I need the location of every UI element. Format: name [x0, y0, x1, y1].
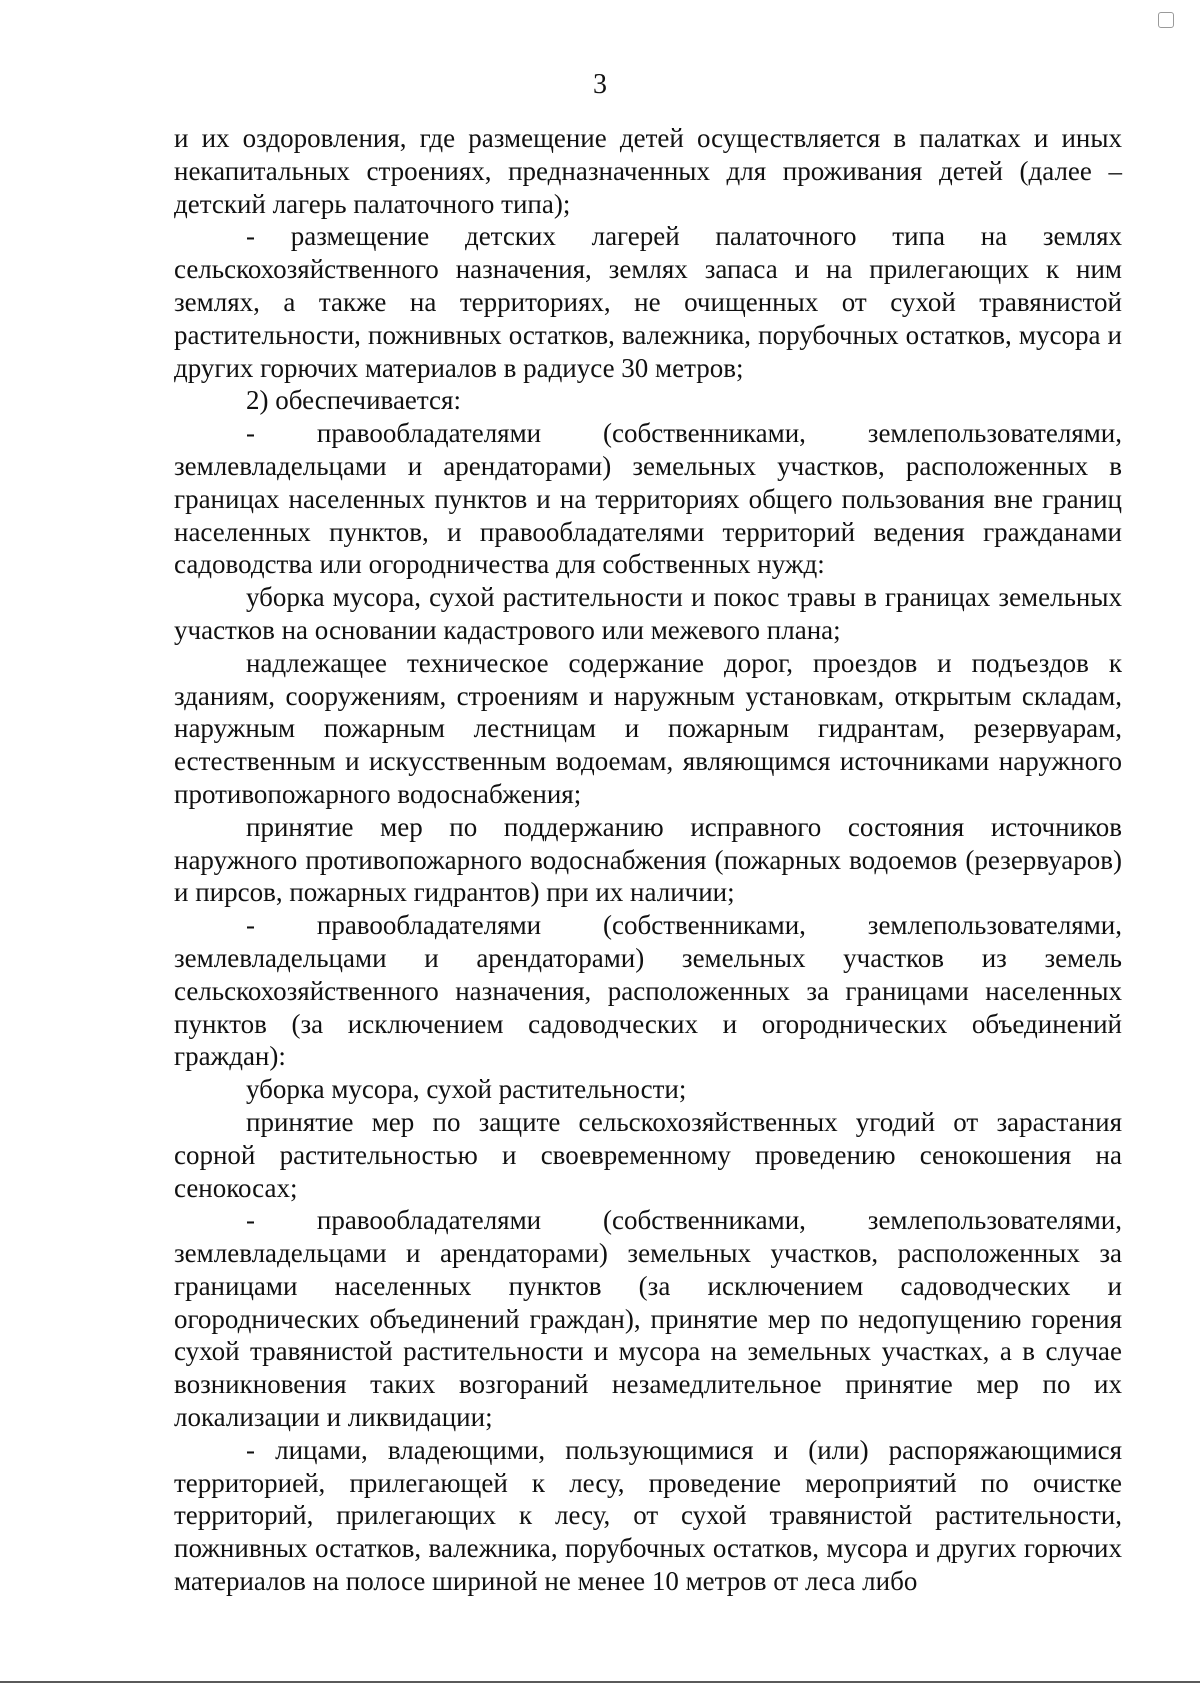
paragraph: - правообладателями (собственниками, землепользователями, землевладельцами и арендаторами) земельных участков из земель сельскохозяйственного назначения, расположенных за границами населенных пунктов (за исключением садоводческих и огороднических объединений граждан): — [174, 910, 1122, 1072]
paragraph: - лицами, владеющими, пользующимися и (или) распоряжающимися территорией, прилегающей к лесу, проведение мероприятий по очистке территорий, прилегающих к лесу, от сухой травянистой растительности, пожнивных остатков, валежника, порубочных остатков, мусора и других горючих материалов на полосе шириной не менее 10 метров от леса либо — [174, 1434, 1122, 1597]
page-number: 3 — [593, 69, 607, 100]
scan-bottom-line — [0, 1681, 1200, 1683]
paragraph: принятие мер по поддержанию исправного состояния источников наружного противопожарного водоснабжения (пожарных водоемов (резервуаров) и пирсов, пожарных гидрантов) при их наличии; — [174, 811, 1122, 908]
paragraph: 2) обеспечивается: — [246, 385, 461, 416]
paragraph: - правообладателями (собственниками, землепользователями, землевладельцами и арендаторами) земельных участков, расположенных в границах населенных пунктов и на территориях общего пользования вне границ населенных пунктов, и правообладателями территорий ведения гражданами садоводства или огородничества для собственных нужд: — [174, 418, 1122, 580]
paragraph: - правообладателями (собственниками, землепользователями, землевладельцами и арендаторами) земельных участков, расположенных за границами населенных пунктов (за исключением садоводческих и огороднических объединений граждан), принятие мер по недопущению горения сухой травянистой растительности и мусора на земельных участках, а в случае возникновения таких возгораний незамедлительное принятие мер по их локализации и ликвидации; — [174, 1205, 1122, 1433]
document-body — [174, 122, 1122, 1598]
scan-corner-mark — [1158, 12, 1174, 28]
paragraph: и их оздоровления, где размещение детей осуществляется в палатках и иных некапитальных строениях, предназначенных для проживания детей (далее – детский лагерь палаточного типа); — [174, 123, 1122, 219]
paragraph: - размещение детских лагерей палаточного типа на землях сельскохозяйственного назначения, землях запаса и на прилегающих к ним землях, а также на территориях, не очищенных от сухой травянистой растительности, пожнивных остатков, валежника, порубочных остатков, мусора и других горючих материалов в радиусе 30 метров; — [174, 221, 1122, 383]
paragraph: надлежащее техническое содержание дорог, проездов и подъездов к зданиям, сооружениям, строениям и наружным установкам, открытым складам, наружным пожарным лестницам и пожарным гидрантам, резервуарам, естественным и искусственным водоемам, являющимся источниками наружного противопожарного водоснабжения; — [174, 647, 1122, 809]
paragraph: уборка мусора, сухой растительности; — [246, 1074, 687, 1105]
paragraph: принятие мер по защите сельскохозяйственных угодий от зарастания сорной растительностью и своевременному проведению сенокошения на сенокосах; — [174, 1106, 1122, 1203]
paragraph: уборка мусора, сухой растительности и покос травы в границах земельных участков на основании кадастрового или межевого плана; — [174, 582, 1122, 645]
